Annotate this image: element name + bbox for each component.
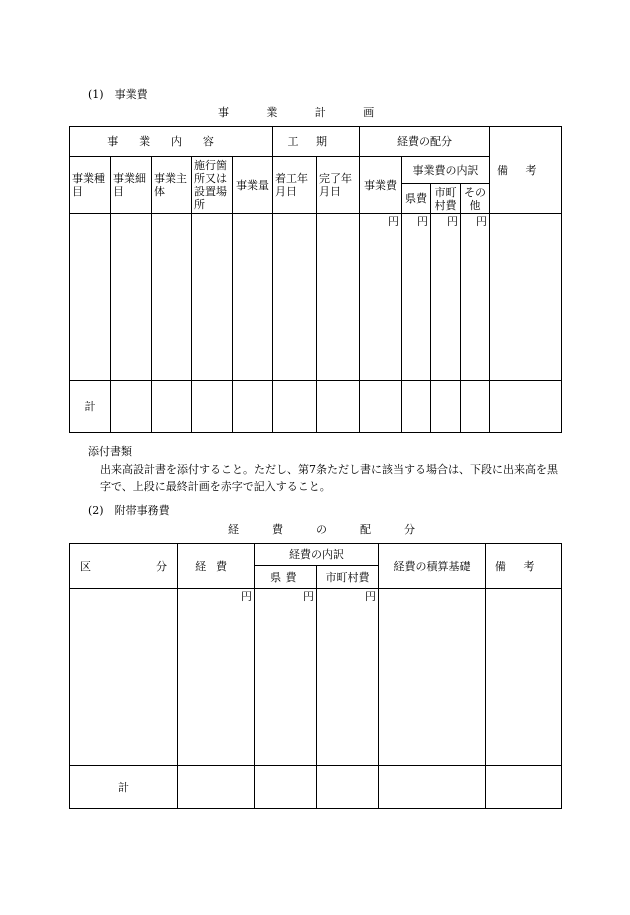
section2-title: 経費の配分 [228,523,448,536]
kubun-left: 区 [80,559,91,573]
header-shichoson: 市町村費 [431,184,461,214]
section1-title: 事業計画 [218,106,412,119]
kubun-right: 分 [156,559,167,573]
header-kubun [70,544,178,589]
unit-yen: 円 [178,589,255,766]
header-koki: 工期 [273,127,360,157]
header-shichoson2: 市町村費 [317,566,379,589]
attachments-heading: 添付書類 [88,445,132,458]
header-sekisan: 経費の積算基礎 [379,544,486,589]
header-kenhi: 県費 [402,184,431,214]
keihi-haibun-table [69,543,562,809]
unit-yen: 円 [255,589,317,766]
header-kenhi2: 県費 [255,566,317,589]
unit-yen: 円 [461,214,490,381]
header-jigyo-ryo: 事業量 [233,157,273,214]
attachments-text: 出来高設計書を添付すること。ただし、第7条ただし書に該当する場合は、下段に出来高を黒字で、上段に最終計画を赤字で記入すること。 [100,463,558,493]
total-label2: 計 [70,766,178,809]
header-kanryo: 完了年月日 [317,157,360,214]
section1-heading: (1) 事業費 [88,88,148,101]
header-jigyohi: 事業費 [360,157,402,214]
total-row [70,381,562,433]
total-row [70,766,562,809]
table-row [70,589,562,766]
unit-yen: 円 [402,214,431,381]
header-bikou: 備考 [490,127,562,214]
table-row [70,214,562,381]
unit-yen: 円 [360,214,402,381]
header-jigyo-shumoku: 事業種目 [70,157,111,214]
header-jigyo-shutai: 事業主体 [152,157,192,214]
header-sonota: その他 [461,184,490,214]
unit-yen: 円 [317,589,379,766]
header-jigyo-naiyo: 事業内容 [70,127,273,157]
total-label: 計 [70,381,111,433]
header-bikou2: 備考 [486,544,562,589]
header-keihi-uchiwake: 経費の内訳 [255,544,379,566]
jigyo-keikaku-table [69,126,562,433]
header-keihi: 経費 [178,544,255,589]
section2-heading: (2) 附帯事務費 [88,504,170,517]
header-chakko: 着工年月日 [273,157,317,214]
unit-yen: 円 [431,214,461,381]
header-uchiwake: 事業費の内訳 [402,157,490,184]
header-sekou-basho: 施行箇所又は設置場所 [192,157,233,214]
header-keihi-haibun: 経費の配分 [360,127,490,157]
header-jigyo-saimoku: 事業細目 [111,157,152,214]
